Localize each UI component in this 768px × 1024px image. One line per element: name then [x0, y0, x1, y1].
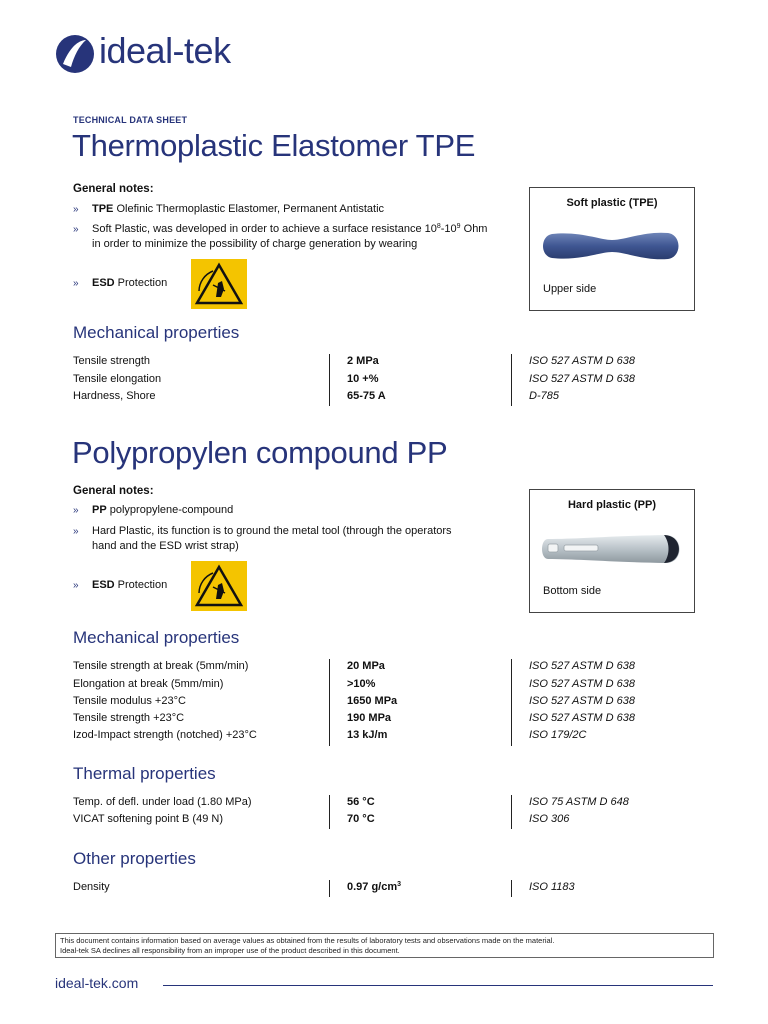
tpe-esd-text: Protection: [114, 277, 168, 289]
pp-mechanical-heading: Mechanical properties: [73, 628, 240, 647]
tpe-note-2-exp1: 8: [436, 223, 441, 230]
esd-warning-icon: [191, 259, 247, 309]
property-row: [73, 811, 713, 828]
tpe-note-2-exp2: 9: [456, 223, 461, 230]
tpe-note-1-bold: TPE: [92, 203, 114, 215]
esd-warning-icon: [191, 561, 247, 611]
property-row: [73, 794, 713, 811]
brand-logo: [55, 30, 275, 78]
disclaimer-line-1: This document contains information based on average values as obtained from the results of laboratory tests and observations made on the material.: [60, 936, 555, 945]
pp-product-image-box: [529, 489, 695, 613]
property-value: 70 °C: [347, 813, 375, 825]
pp-handle-image: [538, 533, 684, 565]
pp-image-side-label: Bottom side: [543, 585, 602, 597]
property-name: Izod-Impact strength (notched) +23°C: [73, 729, 257, 741]
tpe-note-2-line2: in order to minimize the possibility of charge generation by wearing: [92, 238, 418, 250]
property-row: [73, 353, 713, 370]
pp-thermal-heading: Thermal properties: [73, 764, 216, 783]
property-row: [73, 710, 713, 727]
property-value: 190 MPa: [347, 712, 392, 724]
property-name: Temp. of defl. under load (1.80 MPa): [73, 796, 252, 808]
bullet-icon: »: [73, 204, 79, 215]
property-standard: ISO 1183: [529, 881, 575, 893]
pp-general-notes-label: General notes:: [73, 485, 154, 497]
property-name: Tensile modulus +23°C: [73, 695, 186, 707]
pp-other-heading: Other properties: [73, 849, 196, 868]
tpe-image-caption: Soft plastic (TPE): [566, 197, 658, 209]
disclaimer-line-2: Ideal-tek SA declines all responsibility from an improper use of the product described in this document.: [60, 946, 400, 955]
property-value: >10%: [347, 678, 376, 690]
tpe-note-2-text-c: Ohm: [460, 223, 488, 235]
property-name: Hardness, Shore: [73, 390, 156, 402]
tpe-handle-image: [540, 231, 682, 261]
pp-esd-note: [73, 578, 193, 593]
property-value-unit-exponent: 3: [397, 881, 402, 888]
logo-mark-icon: [55, 34, 95, 74]
property-standard: ISO 75 ASTM D 648: [529, 796, 629, 808]
property-name: Tensile strength at break (5mm/min): [73, 660, 249, 672]
tpe-title: Thermoplastic Elastomer TPE: [72, 128, 476, 163]
property-standard: ISO 527 ASTM D 638: [529, 712, 635, 724]
pp-note-2-line2: hand and the ESD wrist strap): [92, 540, 239, 552]
property-row: [73, 371, 713, 388]
disclaimer-box: [55, 933, 714, 958]
website-link[interactable]: ideal-tek.com: [55, 975, 139, 991]
property-row: [73, 693, 713, 710]
property-name: Elongation at break (5mm/min): [73, 678, 224, 690]
pp-note-2: [73, 524, 523, 556]
tpe-note-2-text-b: -10: [440, 223, 457, 235]
property-row: [73, 658, 713, 675]
bullet-icon: »: [73, 278, 79, 289]
brand-name: ideal-tek: [99, 30, 231, 71]
property-name: Tensile elongation: [73, 373, 162, 385]
pp-image-caption: Hard plastic (PP): [567, 499, 657, 511]
tpe-mechanical-heading: Mechanical properties: [73, 323, 240, 342]
property-row: [73, 879, 713, 896]
property-standard: ISO 179/2C: [529, 729, 587, 741]
property-standard: ISO 306: [529, 813, 570, 825]
pp-note-2-line1: Hard Plastic, its function is to ground the metal tool (through the operators: [92, 525, 452, 537]
tpe-note-1-text: Olefinic Thermoplastic Elastomer, Permanent Antistatic: [113, 203, 385, 215]
pp-note-1: [73, 503, 523, 518]
pp-esd-bold: ESD: [92, 579, 115, 591]
tpe-esd-note: [73, 276, 193, 291]
property-value-wrap: [347, 879, 401, 896]
tpe-note-2-text-a: Soft Plastic, was developed in order to achieve a surface resistance 10: [92, 223, 437, 235]
bullet-icon: »: [73, 224, 79, 235]
bullet-icon: »: [73, 505, 79, 516]
property-standard: ISO 527 ASTM D 638: [529, 678, 635, 690]
property-row: [73, 388, 713, 405]
property-value: 65-75 A: [347, 390, 386, 402]
bullet-icon: »: [73, 580, 79, 591]
property-standard: D-785: [529, 390, 559, 402]
tpe-image-side-label: Upper side: [543, 283, 597, 295]
pp-esd-text: Protection: [114, 579, 168, 591]
property-value: 13 kJ/m: [347, 729, 388, 741]
property-standard: ISO 527 ASTM D 638: [529, 695, 635, 707]
property-name: Tensile strength +23°C: [73, 712, 185, 724]
property-value: 2 MPa: [347, 355, 379, 367]
tpe-product-image-box: [529, 187, 695, 311]
property-standard: ISO 527 ASTM D 638: [529, 373, 635, 385]
property-value: 56 °C: [347, 796, 375, 808]
footer-divider: [163, 985, 713, 986]
property-name: Tensile strength: [73, 355, 151, 367]
pp-note-1-text: polypropylene-compound: [106, 504, 234, 516]
property-value: 10 +%: [347, 373, 379, 385]
property-value: 20 MPa: [347, 660, 385, 672]
document-type-label: TECHNICAL DATA SHEET: [73, 115, 188, 125]
property-row: [73, 727, 713, 744]
bullet-icon: »: [73, 526, 79, 537]
pp-note-1-bold: PP: [92, 504, 107, 516]
property-standard: ISO 527 ASTM D 638: [529, 660, 635, 672]
pp-title: Polypropylen compound PP: [72, 435, 448, 470]
tpe-general-notes-label: General notes:: [73, 183, 154, 195]
tpe-note-1: [73, 202, 523, 217]
property-name: VICAT softening point B (49 N): [73, 813, 223, 825]
tpe-note-2: [73, 222, 523, 254]
property-value: 1650 MPa: [347, 695, 398, 707]
property-value: 0.97 g/cm: [347, 881, 398, 893]
property-name: Density: [73, 881, 110, 893]
tpe-esd-bold: ESD: [92, 277, 115, 289]
property-standard: ISO 527 ASTM D 638: [529, 355, 635, 367]
property-row: [73, 676, 713, 693]
